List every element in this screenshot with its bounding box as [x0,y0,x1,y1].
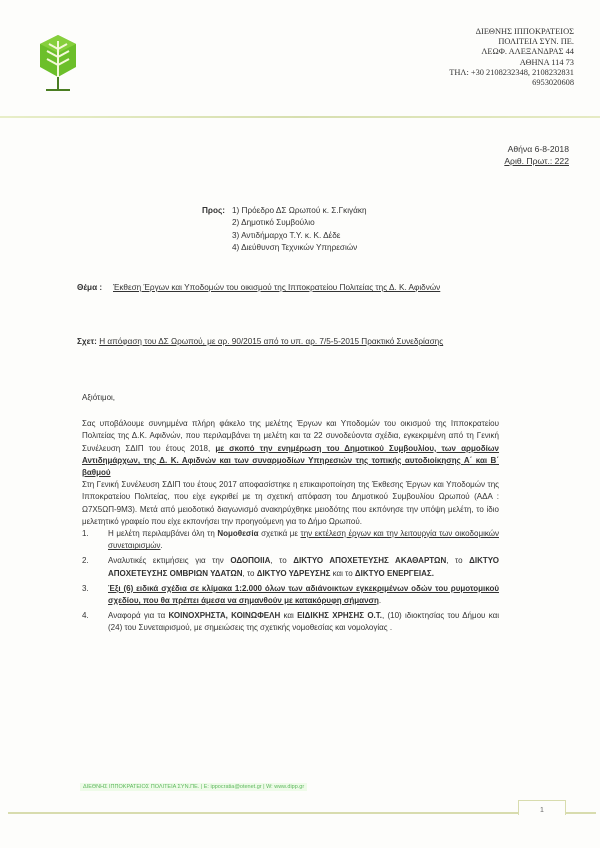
intro-text: Σας υποβάλουμε συνημμένα πλήρη φάκελο της μελέτης Έργων και Υποδομών του οικισμού της Ιπποκρατείου Πολιτείας της Δ.Κ. Αφιδνών, που περιλαμβάνει τη μελέτη και τα 22 συνοδεύοντα σχέδια, εγκεκριμένη από τη Γενική Συνέλευση ΣΔΙΠ του έτους 2018, [82,419,499,453]
list-number: 4. [82,611,89,621]
org-name: ΔΙΕΘΝΗΣ ΙΠΠΟΚΡΑΤΕΙΟΣ [475,27,574,36]
recipient-item: 3) Αντιδήμαρχο Τ.Υ. κ. Κ. Δέδε [232,230,341,240]
org-mobile: 6953020608 [532,78,574,88]
item-bold: ΕΙΔΙΚΗΣ ΧΡΗΣΗΣ Ο.Τ. [297,611,382,621]
item-text: σχετικά με [258,529,301,539]
reference-text: Η απόφαση του ΔΣ Ωρωπού, με αρ. 90/2015 από το υπ. αρ. 7/5-5-2015 Πρακτικό Συνεδρίασης [99,337,444,346]
item-bold: ΟΔΟΠΟΙΙΑ [230,556,271,566]
item-bold: ΚΟΙΝΟΧΡΗΣΤΑ, ΚΟΙΝΩΦΕΛΗ [168,611,281,621]
subject-label: Θέμα : [77,283,103,292]
item-bold: ΔΙΚΤΥΟ ΑΠΟΧΕΤΕΥΣΗΣ ΑΚΑΘΑΡΤΩΝ [293,556,447,566]
header-divider [0,116,600,118]
reference-label: Σχετ: [77,337,97,346]
background-paragraph: Στη Γενική Συνέλευση ΣΔΙΠ του έτους 2017 αποφασίστηκε η επικαιροποίηση της Έκθεσης Έργων και Υποδομών της Ιπποκρατείου Πολιτείας, που είχε εγκριθεί με τη σχετική απόφαση του Δημοτικού Συμβουλίου Ωρωπού (ΑΔΑ : Ω7Χ5ΩΠ-9Μ3). Μετά από μειοδοτικό διαγωνισμό ανακηρύχθηκε μειοδότης που εκπόνησε την υπόψη μελέτη, το ίδιο μελετητικό γραφείο που είχε εκπονήσει την προηγούμενη για το Δήμο Ωρωπού. [82,480,499,526]
org-address: ΛΕΩΦ. ΑΛΕΞΑΝΔΡΑΣ 44 [481,47,574,57]
item-text: , το [242,568,257,578]
item-bold: Νομοθεσία [217,529,259,539]
item-text: και [280,611,298,621]
org-city: ΑΘΗΝΑ 114 73 [519,57,574,67]
item-text: , το [270,556,294,566]
footer-divider [566,812,596,814]
item-bold: ΔΙΚΤΥΟ ΥΔΡΕΥΣΗΣ [256,568,331,578]
greeting: Αξιότιμοι, [82,393,116,402]
item-bold: ΔΙΚΤΥΟ ΕΝΕΡΓΕΙΑΣ. [354,568,434,578]
item-text: , το [446,556,470,566]
letter-date: Αθήνα 6-8-2018 [507,144,569,154]
list-number: 1. [82,529,89,539]
recipient-item: 1) Πρόεδρο ΔΣ Ωρωπού κ. Σ.Γκιγάκη [232,206,367,215]
item-text: Η μελέτη περιλαμβάνει όλη τη [108,529,218,539]
item-text: , (10) ιδιοκτησίας του Δήμου και (24) του Συνεταιρισμού, με σημειώσεις της σχετικής νομοθεσίας και νομολογίας . [108,611,499,633]
list-item [82,528,499,552]
item-text: Αναλυτικές εκτιμήσεις για την [108,556,231,566]
reference-line [77,336,485,348]
letter-body [82,392,499,638]
item-text: . [160,541,163,551]
list-item [82,610,499,634]
intro-paragraph [82,418,499,479]
item-underlined: την εκτέλεση έργων και την λειτουργία των οικοδομικών συνεταιρισμών [108,529,499,551]
recipient-item: 4) Διεύθυνση Τεχνικών Υπηρεσιών [232,243,358,253]
item-text: . [378,596,382,606]
recipient-item: 2) Δημοτικό Συμβούλιο [232,218,315,228]
enclosure-list [82,528,499,635]
item-emphasis: Έξι (6) ειδικά σχέδια σε κλίμακα 1:2.000 όλων των αδιάνοικτων εγκεκριμένων οδών του ρυμοτομικού σχεδίου, που θα πρέπει άμεσα να σημανθούν με κατακόρυφη σήμανση [108,583,499,606]
subject-line [77,282,477,294]
date-block [504,143,569,167]
item-bold: ΔΙΚΤΥΟ ΑΠΟΧΕΤΕΥΣΗΣ ΟΜΒΡΙΩΝ ΥΔΑΤΩΝ [108,556,499,578]
list-number: 2. [82,556,89,566]
sender-address-block [449,27,574,88]
footer-divider [8,812,518,814]
tree-leaf-logo-icon [36,33,80,95]
recipients-block [202,205,367,255]
page-number: 1 [518,800,566,815]
org-phones: ΤΗΛ: +30 2108232348, 2108232831 [449,67,574,77]
org-type: ΠΟΛΙΤΕΙΑ ΣΥΝ. ΠΕ. [498,37,574,47]
recipients-label: Προς: [202,206,225,215]
item-text: και το [330,568,355,578]
intro-emphasis: με σκοπό την ενημέρωση του Δημοτικού Συμβουλίου, των αρμοδίων Αντιδημάρχων, της Δ. Κ. Αφιδνών και των συναρμοδίων Υπηρεσιών της τοπικής αυτοδιοίκησης Α΄ και Β΄ βαθμού [82,443,500,478]
list-number: 3. [82,583,89,593]
protocol-number: Αριθ. Πρωτ.: 222 [504,156,569,166]
list-item [82,583,499,607]
footer-contact: ΔΙΕΘΝΗΣ ΙΠΠΟΚΡΑΤΕΙΟΣ ΠΟΛΙΤΕΙΑ ΣΥΝ.ΠΕ. | E: ippocratia@otenet.gr | W: www.dipp.gr [80,783,307,791]
subject-text: Έκθεση Έργων και Υποδομών του οικισμού της Ιπποκρατείου Πολιτείας της Δ. Κ. Αφιδνών [113,283,441,292]
list-item [82,555,499,579]
item-text: Αναφορά για τα [108,611,169,621]
